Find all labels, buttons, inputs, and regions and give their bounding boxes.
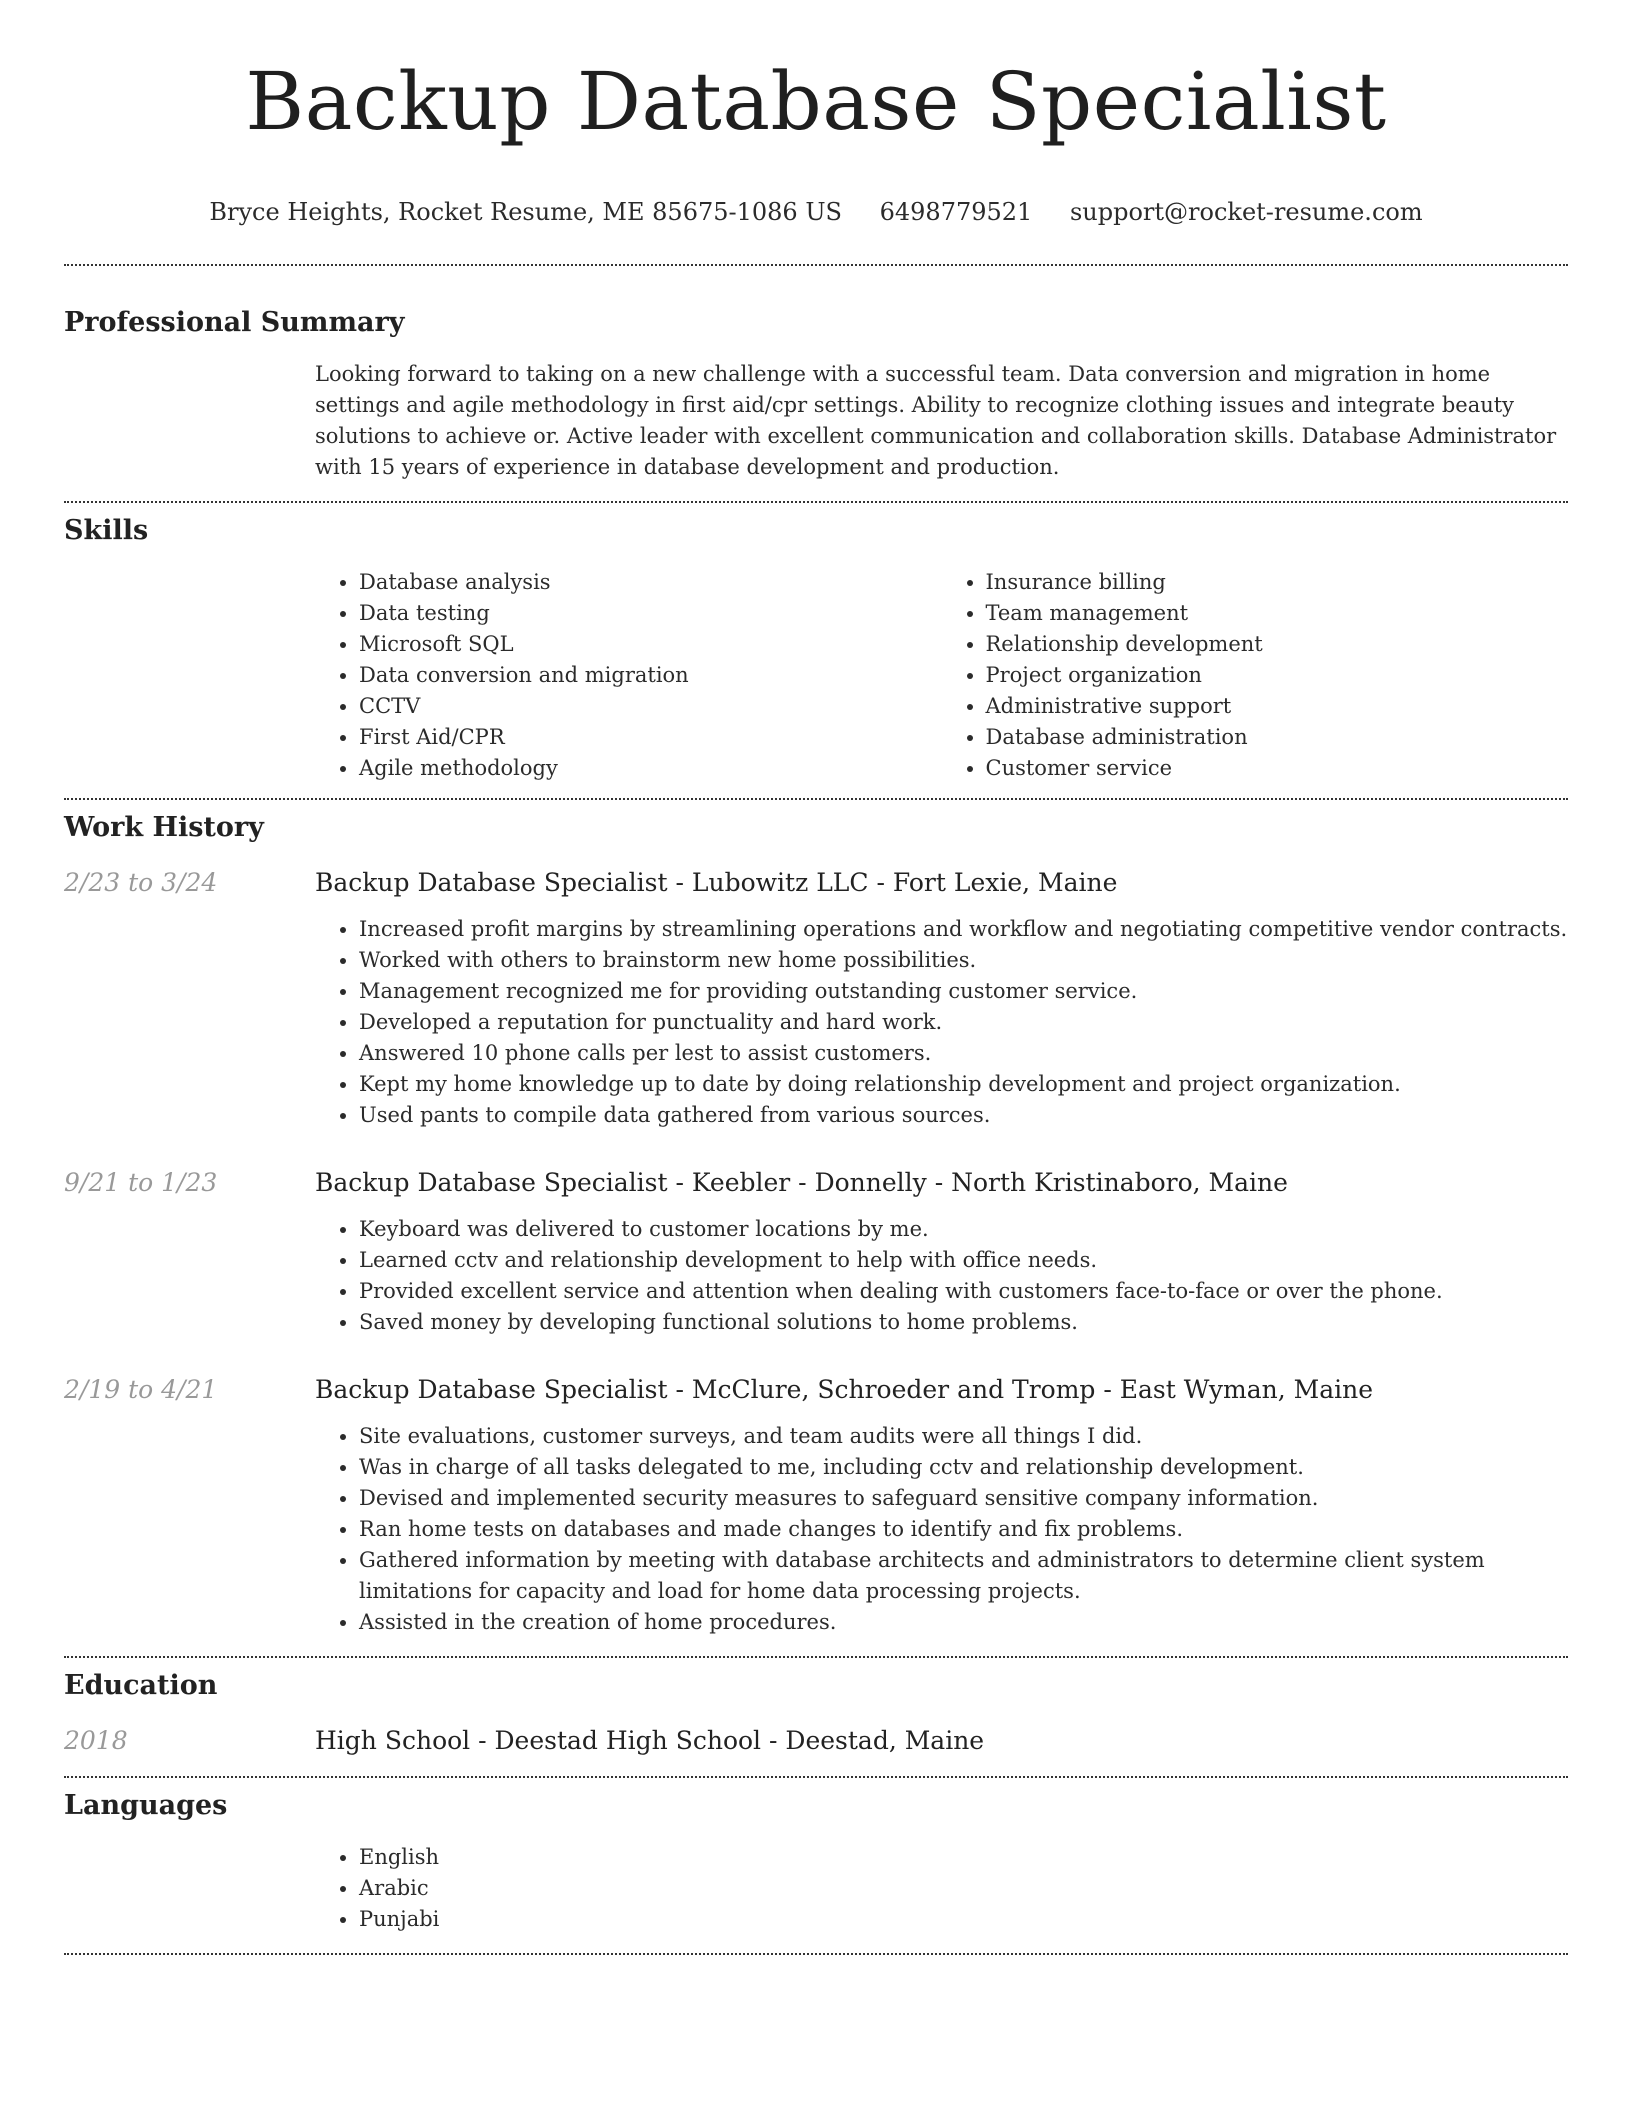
skill-item: • Insurance billing	[986, 567, 1569, 598]
language-item: • English	[359, 1842, 1568, 1873]
summary-row	[64, 359, 1568, 483]
job-bullet: • Site evaluations, customer surveys, and team audits were all things I did.	[359, 1421, 1568, 1452]
job-title: Backup Database Specialist - Lubowitz LLC - Fort Lexie, Maine	[315, 868, 1118, 897]
job-bullet: • Saved money by developing functional solutions to home problems.	[359, 1307, 1568, 1338]
skill-item: • Data conversion and migration	[359, 660, 942, 691]
skill-item: • Project organization	[986, 660, 1569, 691]
job-dates: 2/23 to 3/24	[64, 868, 218, 897]
job-bullet: • Gathered information by meeting with database architects and administrators to determine client system limitations for capacity and load for home data processing projects.	[359, 1545, 1568, 1607]
languages-row	[64, 1842, 1568, 1935]
education-heading: Education	[64, 1670, 218, 1701]
job-bullet: • Kept my home knowledge up to date by doing relationship development and project organization.	[359, 1069, 1568, 1100]
contact-line	[64, 196, 1568, 228]
job-bullet: • Worked with others to brainstorm new home possibilities.	[359, 945, 1568, 976]
contact-phone: 6498779521	[879, 198, 1033, 226]
summary-text: Looking forward to taking on a new challenge with a successful team. Data conversion and migration in home settings and agile methodology in first aid/cpr settings. Ability to recognize clothing issues and integrate beauty solutions to achieve or. Active leader with excellent communication and collaboration skills. Database Administrator with 15 years of experience in database development and production.	[315, 362, 1557, 479]
skill-item: • First Aid/CPR	[359, 722, 942, 753]
skill-item: • Database analysis	[359, 567, 942, 598]
job-bullets-row	[64, 1214, 1568, 1338]
job-title: Backup Database Specialist - McClure, Schroeder and Tromp - East Wyman, Maine	[315, 1375, 1374, 1404]
divider	[64, 1953, 1568, 1955]
job-entry	[64, 1166, 1568, 1200]
language-item: • Punjabi	[359, 1904, 1568, 1935]
skill-item: • Data testing	[359, 598, 942, 629]
job-dates: 9/21 to 1/23	[64, 1168, 218, 1197]
candidate-name: Backup Database Specialist	[245, 55, 1387, 148]
skill-item: • Microsoft SQL	[359, 629, 942, 660]
resume-page	[64, 0, 1568, 1955]
skill-item: • Agile methodology	[359, 753, 942, 784]
job-bullet: • Devised and implemented security measures to safeguard sensitive company information.	[359, 1483, 1568, 1514]
job-bullet: • Developed a reputation for punctuality and hard work.	[359, 1007, 1568, 1038]
job-bullets	[315, 914, 1568, 1131]
skill-item: • Customer service	[986, 753, 1569, 784]
skills-list-left	[315, 567, 942, 784]
job-bullet: • Learned cctv and relationship development to help with office needs.	[359, 1245, 1568, 1276]
job-title: Backup Database Specialist - Keebler - Donnelly - North Kristinaboro, Maine	[315, 1168, 1288, 1197]
job-bullet: • Provided excellent service and attention when dealing with customers face-to-face or over the phone.	[359, 1276, 1568, 1307]
contact-address: Bryce Heights, Rocket Resume, ME 85675-1086 US	[209, 198, 842, 226]
job-bullets-row	[64, 914, 1568, 1131]
skills-row	[64, 567, 1568, 784]
languages-list	[315, 1842, 1568, 1935]
skills-heading: Skills	[64, 515, 149, 546]
job-bullet: • Was in charge of all tasks delegated to me, including cctv and relationship development.	[359, 1452, 1568, 1483]
education-year: 2018	[64, 1726, 128, 1755]
job-bullet: • Management recognized me for providing outstanding customer service.	[359, 976, 1568, 1007]
job-bullet: • Answered 10 phone calls per lest to assist customers.	[359, 1038, 1568, 1069]
skill-item: • Relationship development	[986, 629, 1569, 660]
job-bullet: • Ran home tests on databases and made changes to identify and fix problems.	[359, 1514, 1568, 1545]
job-entry	[64, 866, 1568, 900]
job-bullets	[315, 1214, 1568, 1338]
skill-item: • Administrative support	[986, 691, 1569, 722]
skill-item: • CCTV	[359, 691, 942, 722]
divider	[64, 264, 1568, 266]
education-title: High School - Deestad High School - Deestad, Maine	[315, 1726, 985, 1755]
divider	[64, 798, 1568, 800]
skill-item: • Team management	[986, 598, 1569, 629]
job-bullet: • Used pants to compile data gathered from various sources.	[359, 1100, 1568, 1131]
summary-heading: Professional Summary	[64, 307, 405, 338]
contact-email: support@rocket-resume.com	[1069, 198, 1423, 226]
job-bullets-row	[64, 1421, 1568, 1638]
divider	[64, 501, 1568, 503]
divider	[64, 1776, 1568, 1778]
work-heading: Work History	[64, 812, 264, 843]
job-dates: 2/19 to 4/21	[64, 1375, 218, 1404]
job-bullets	[315, 1421, 1568, 1638]
language-item: • Arabic	[359, 1873, 1568, 1904]
divider	[64, 1656, 1568, 1658]
job-bullet: • Increased profit margins by streamlining operations and workflow and negotiating competitive vendor contracts.	[359, 914, 1568, 945]
education-entry	[64, 1724, 1568, 1758]
languages-heading: Languages	[64, 1790, 228, 1821]
skill-item: • Database administration	[986, 722, 1569, 753]
skills-list-right	[942, 567, 1569, 784]
job-bullet: • Assisted in the creation of home procedures.	[359, 1607, 1568, 1638]
job-bullet: • Keyboard was delivered to customer locations by me.	[359, 1214, 1568, 1245]
job-entry	[64, 1373, 1568, 1407]
